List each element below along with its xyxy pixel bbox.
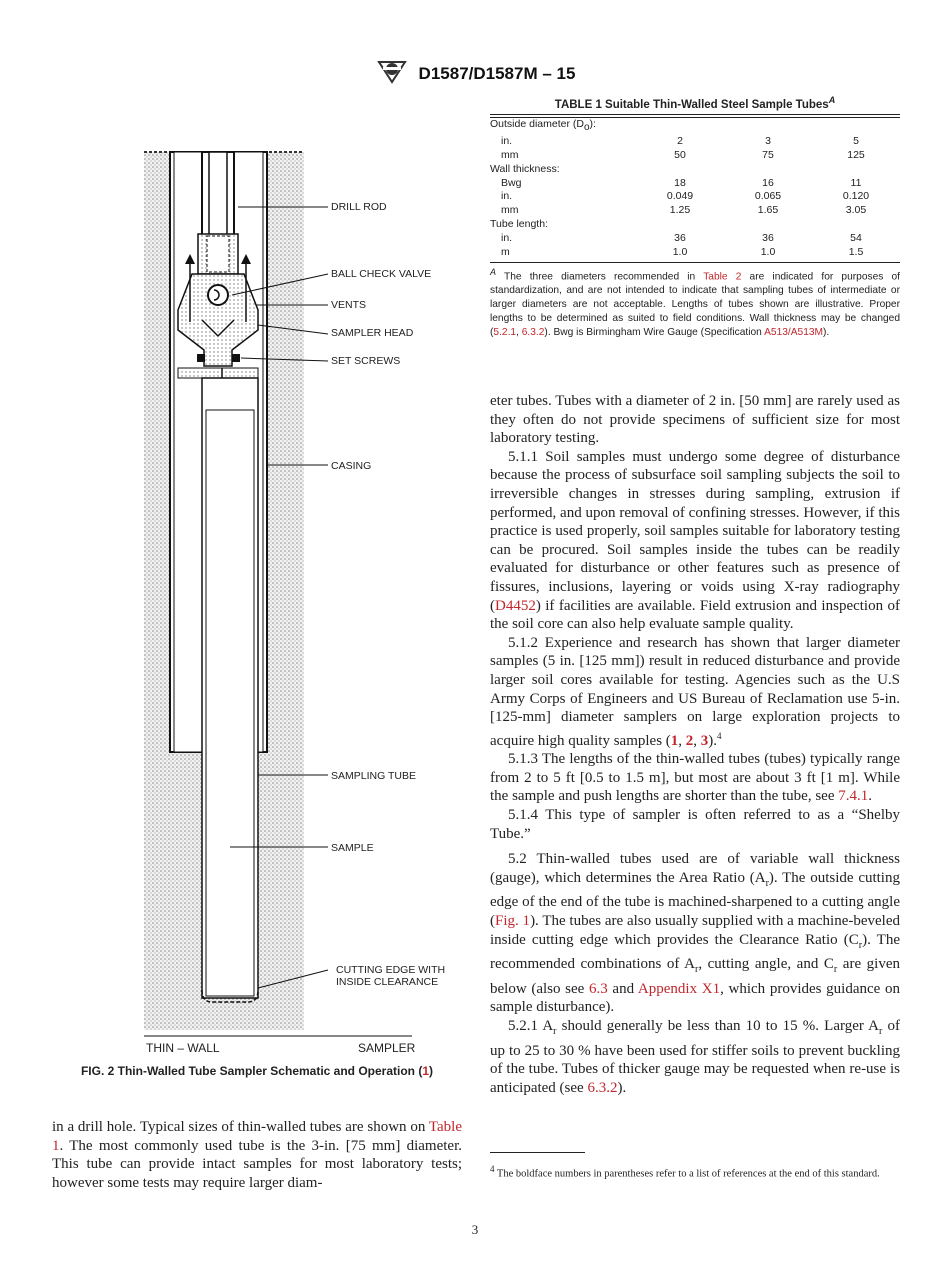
label-vents: VENTS — [331, 299, 367, 311]
label-ball-check-valve: BALL CHECK VALVE — [331, 268, 432, 280]
ref-2-link[interactable]: 2 — [685, 732, 694, 749]
table-row — [490, 218, 900, 232]
table-cell — [724, 218, 812, 232]
table-cell — [724, 163, 812, 177]
document-designation: D1587/D1587M – 15 — [418, 63, 576, 83]
label-cutting-edge-1: CUTTING EDGE WITH — [336, 964, 446, 976]
table-row-label: mm — [501, 204, 519, 217]
table-cell — [636, 118, 724, 135]
para-5-2: 5.2 Thin-walled tubes used are of variable wall thickness (gauge), which determines the Area Ratio $(A_r)$. The outside cutting edge of the end of the tube is machined-sharpened to a cutting angle (Fig. 1). The tubes are also usually supplied with a machine-beveled inside cutting edge which provides the Clearance Ratio $(C_r)$. The recommended combinations of $A_r$, cutting angle, and $C_r$ are given below (also see 6.3 and Appendix X1, which provides guidance on sample disturbance). — [490, 851, 901, 1016]
para-5-1-1: 5.1.1 Soil samples must undergo some degree of disturbance because the process of subsurface soil sampling subjects the soil to irreversible changes in stresses during sampling, extrusion if performed, and upon removal of confining stresses. However, if this practice is used properly, soil samples suitable for laboratory testing can be procured. Soil samples inside the tubes can be readily evaluated for disturbance or other features such as presence of fissures, inclusions, layering or voids using X-ray radiography (D4452) if facilities are available. Field extrusion and inspection of the soil core can also help evaluate sample quality. — [490, 448, 900, 633]
table-cell — [812, 118, 900, 135]
table-row — [490, 204, 900, 218]
left-paragraph: in a drill hole. Typical sizes of thin-walled tubes are shown on Table 1. The most commonly used tube is the 3-in. [75 mm] diameter. This tube can provide intact samples for most laboratory tests; however some tests may require larger diam- — [52, 1119, 462, 1191]
label-sampler: SAMPLER — [358, 1041, 416, 1055]
table-row-label: mm — [501, 148, 519, 161]
label-sampler-head: SAMPLER HEAD — [331, 327, 414, 339]
ball-check-valve — [208, 285, 228, 305]
table-row — [490, 232, 900, 246]
table-row — [490, 149, 900, 163]
table-cell: 18 — [674, 176, 686, 189]
para-5-1-2: 5.1.2 Experience and research has shown that larger diameter samples (5 in. [125 mm]) result in reduced disturbance and provide larger soil cores available for testing. Agencies such as the U.S Army Corps of Engineers and US Bureau of Reclamation use 5-in. [125-mm] diameter samplers on large exploration projects to acquire high quality samples (1, 2, 3).$^4$ — [490, 634, 900, 749]
ref-1-link[interactable]: 1 — [670, 732, 679, 749]
table-1-caption: TABLE 1 Suitable Thin-Walled Steel Sample Tubes$^A$ — [554, 95, 836, 111]
table-cell — [812, 163, 900, 177]
section-6-3-link[interactable]: 6.3 — [588, 980, 608, 997]
table-row-label: in. — [501, 232, 513, 245]
figure-ref-1[interactable]: 1 — [422, 1064, 430, 1078]
footnote-rule — [490, 1152, 585, 1153]
section-7-4-1-link[interactable]: 7.4.1 — [838, 788, 869, 805]
label-sampling-tube: SAMPLING TUBE — [331, 770, 416, 782]
table-row-label: m — [501, 246, 510, 259]
figure-caption: FIG. 2 Thin-Walled Tube Sampler Schematic and Operation (1) — [80, 1064, 434, 1078]
table-row-label: Tube length: — [490, 218, 548, 231]
section-6-3-2-link[interactable]: 6.3.2 — [521, 327, 545, 339]
figure-2 — [52, 130, 462, 1060]
table-cell: 3 — [765, 134, 771, 147]
table-cell: 36 — [762, 232, 774, 245]
label-cutting-edge-2: INSIDE CLEARANCE — [336, 976, 439, 988]
table-row-label: Bwg — [501, 176, 522, 189]
para-5-1-3: 5.1.3 The lengths of the thin-walled tubes (tubes) typically range from 2 to 5 ft [0.5 to 1.5 m], but most are about 3 ft [1 m]. While the sample and push lengths are shorter than the tube, see 7.4.1. — [490, 751, 900, 805]
spec-a513-link[interactable]: A513/A513M — [764, 327, 824, 339]
table-cell: 75 — [762, 148, 774, 161]
table-1 — [490, 118, 900, 260]
set-screw-left — [197, 354, 205, 362]
table-row-label: Outside diameter $(D_o)$: — [490, 117, 596, 133]
table-cell — [636, 218, 724, 232]
label-casing: CASING — [331, 460, 372, 472]
table-cell: 125 — [847, 148, 865, 161]
table-cell: 36 — [674, 232, 686, 245]
right-body-text — [490, 392, 900, 1097]
table-cell — [812, 218, 900, 232]
table-cell: 54 — [850, 232, 862, 245]
appendix-x1-link[interactable]: Appendix X1 — [637, 980, 721, 997]
table-cell — [636, 163, 724, 177]
table-cell: 0.120 — [842, 190, 870, 203]
table-cell: 16 — [762, 176, 774, 189]
set-screw-right — [232, 354, 240, 362]
table-cell: 2 — [677, 134, 683, 147]
table-1-link[interactable]: Table 1 — [52, 1119, 462, 1154]
table-cell: 1.0 — [760, 246, 776, 259]
table-2-link[interactable]: Table 2 — [703, 271, 742, 283]
table-1-block — [490, 95, 900, 340]
page-number: 3 — [471, 1222, 479, 1237]
table-row — [490, 163, 900, 177]
table-cell: 0.049 — [666, 190, 694, 203]
para-5-1-4: 5.1.4 This type of sampler is often referred to as a “Shelby Tube.” — [490, 807, 900, 842]
table-cell: 5 — [853, 134, 859, 147]
ref-3-link[interactable]: 3 — [700, 732, 709, 749]
table-row — [490, 190, 900, 204]
table-row-label: in. — [501, 134, 513, 147]
para-5-2-1: 5.2.1 $A_r$ should generally be less than 10 to 15 %. Larger $A_r$ of up to 25 to 30 % have been used for stiffer soils to prevent buckling of the tube. Tubes of thicker gauge may be requested when re-use is anticipated (see 6.3.2). — [490, 1018, 900, 1096]
astm-logo-icon — [375, 58, 409, 89]
d4452-link[interactable]: D4452 — [495, 597, 536, 614]
footnote-4: $^4$ The boldface numbers in parentheses refer to a list of references at the end of this standard. — [490, 1164, 880, 1180]
table-row — [490, 118, 900, 135]
fig-1-link[interactable]: Fig. 1 — [495, 913, 531, 930]
label-set-screws: SET SCREWS — [331, 355, 401, 367]
label-sample: SAMPLE — [331, 842, 374, 854]
table-cell: 50 — [674, 148, 686, 161]
label-drill-rod: DRILL ROD — [331, 201, 387, 213]
table-1-note: $^A$ The three diameters recommended in Table 2 are indicated for purposes of standardization, and are not intended to indicate that sampling tubes of intermediate or larger diameters are not acceptable. Lengths of tubes shown are illustrative. Proper lengths to be determined as suited to field conditions. Wall thickness may be changed (5.2.1, 6.3.2). Bwg is Birmingham Wire Gauge (Specification A513/A513M). — [490, 266, 900, 339]
table-row — [490, 177, 900, 191]
table-cell: 0.065 — [754, 190, 782, 203]
footnote-4-marker[interactable]: 4 — [717, 730, 722, 741]
sample — [206, 410, 254, 996]
table-cell: 1.25 — [669, 204, 691, 217]
label-thin-wall: THIN – WALL — [146, 1041, 220, 1055]
section-5-2-1-link[interactable]: 5.2.1 — [493, 327, 517, 339]
para-continuation: eter tubes. Tubes with a diameter of 2 in. [50 mm] are rarely used as they often do not provide specimens of sufficient size for most laboratory testing. — [490, 393, 900, 447]
sampler-schematic — [52, 130, 462, 1060]
table-row-label: Wall thickness: — [490, 162, 560, 175]
table-row — [490, 246, 900, 260]
table-row-label: in. — [501, 190, 513, 203]
section-6-3-2-link-2[interactable]: 6.3.2 — [587, 1079, 618, 1096]
table-row — [490, 135, 900, 149]
table-cell: 1.5 — [848, 246, 864, 259]
table-cell: 1.65 — [757, 204, 779, 217]
table-cell — [724, 118, 812, 135]
page-header — [0, 58, 950, 89]
table-cell: 3.05 — [845, 204, 867, 217]
table-cell: 11 — [850, 176, 862, 189]
table-cell: 1.0 — [672, 246, 688, 259]
